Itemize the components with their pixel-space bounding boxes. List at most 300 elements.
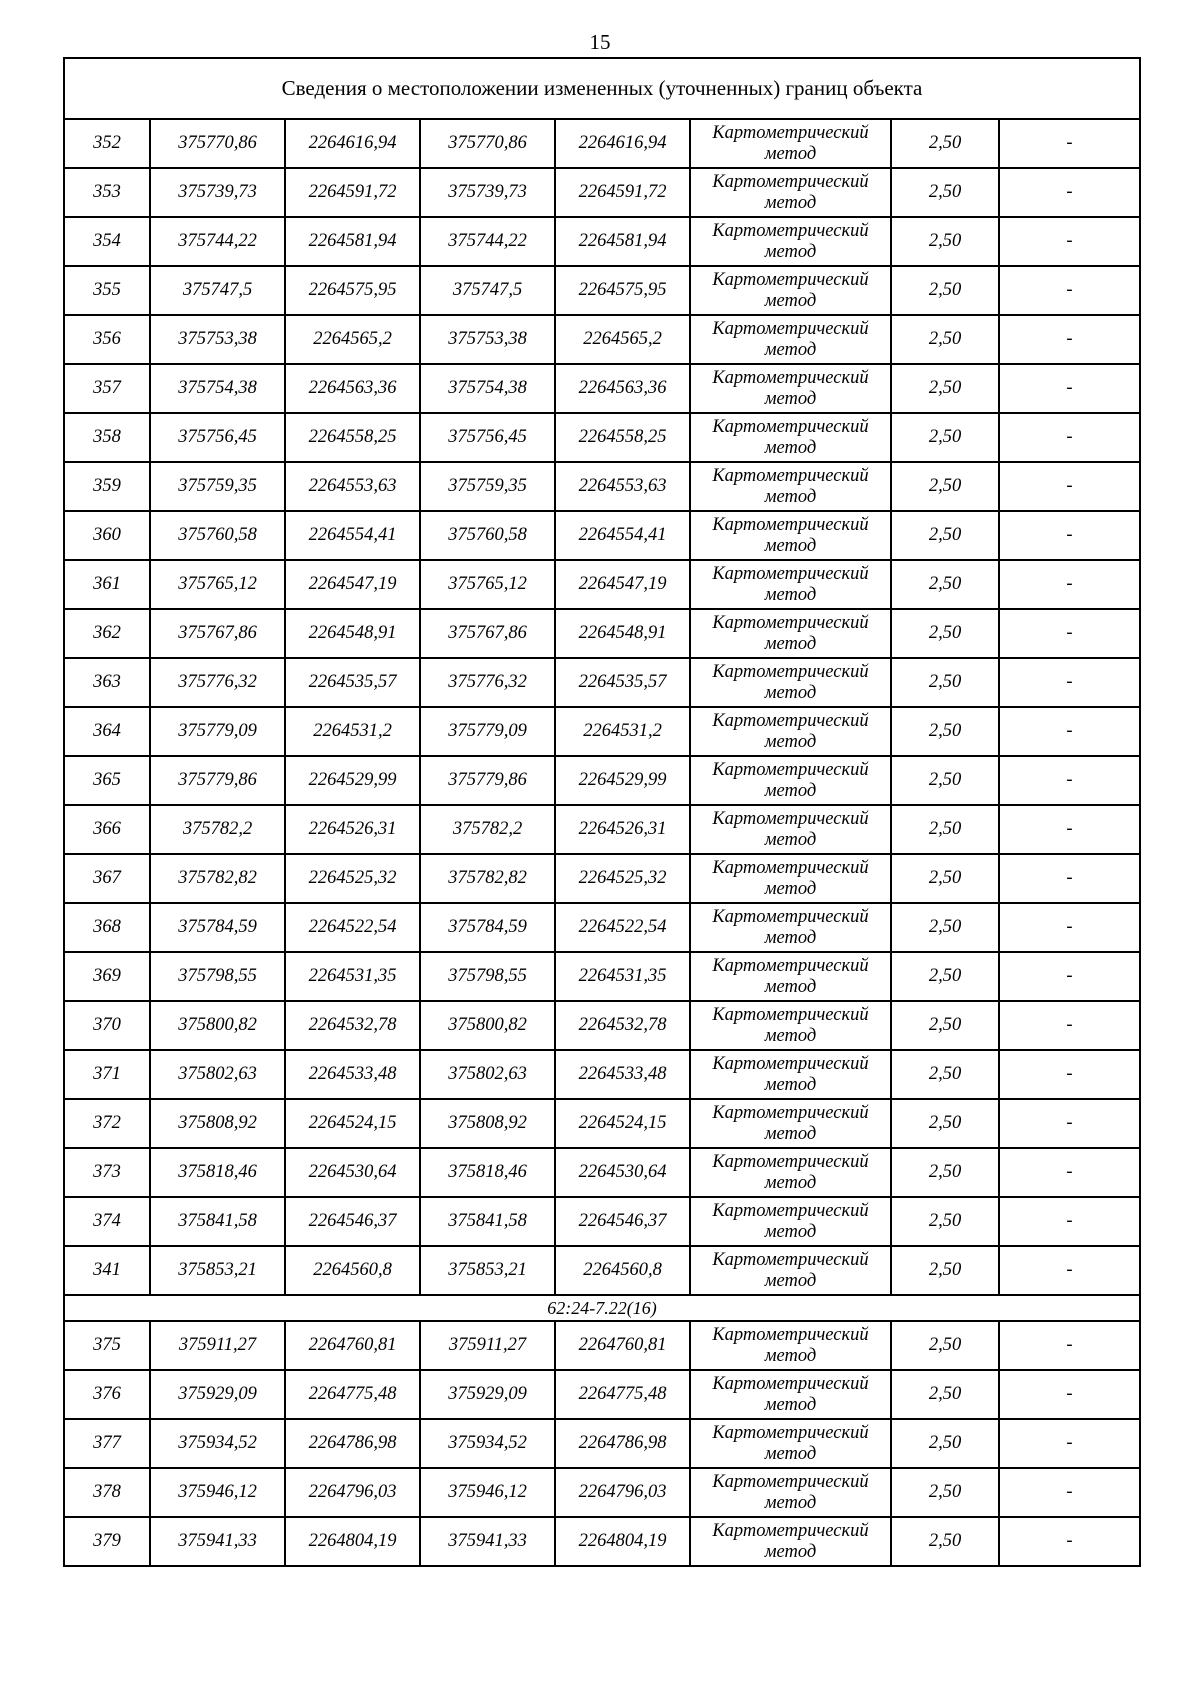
point-number-cell: 374 — [64, 1197, 150, 1246]
table-row — [64, 1197, 1140, 1246]
y-refined-cell: 2264558,25 — [555, 413, 690, 462]
method-text-line: Картометрический — [712, 1422, 869, 1443]
point-number-cell: 371 — [64, 1050, 150, 1099]
x-refined-cell: 375765,12 — [420, 560, 555, 609]
y-refined-cell: 2264775,48 — [555, 1370, 690, 1419]
method-text-line: Картометрический — [712, 1102, 869, 1123]
accuracy-cell: 2,50 — [891, 903, 999, 952]
accuracy-cell: 2,50 — [891, 1370, 999, 1419]
y-existing-cell: 2264546,37 — [285, 1197, 420, 1246]
note-cell: - — [999, 315, 1140, 364]
x-refined-cell: 375911,27 — [420, 1321, 555, 1370]
x-refined-cell: 375929,09 — [420, 1370, 555, 1419]
table-row — [64, 1001, 1140, 1050]
x-refined-cell: 375802,63 — [420, 1050, 555, 1099]
table-row — [64, 413, 1140, 462]
table-row — [64, 854, 1140, 903]
y-refined-cell: 2264565,2 — [555, 315, 690, 364]
y-existing-cell: 2264531,2 — [285, 707, 420, 756]
method-text-line: метод — [764, 731, 817, 752]
accuracy-cell: 2,50 — [891, 1517, 999, 1566]
table-row — [64, 609, 1140, 658]
y-existing-cell: 2264558,25 — [285, 413, 420, 462]
method-text-line: Картометрический — [712, 906, 869, 927]
table-row — [64, 511, 1140, 560]
y-existing-cell: 2264760,81 — [285, 1321, 420, 1370]
table-row — [64, 1050, 1140, 1099]
method-cell — [690, 315, 891, 364]
point-number-cell: 361 — [64, 560, 150, 609]
note-cell: - — [999, 1321, 1140, 1370]
method-text-line: метод — [764, 1443, 817, 1464]
table-row — [64, 658, 1140, 707]
method-cell — [690, 1321, 891, 1370]
y-refined-cell: 2264591,72 — [555, 168, 690, 217]
x-existing-cell: 375929,09 — [150, 1370, 285, 1419]
method-text-line: метод — [764, 290, 817, 311]
method-text-line: Картометрический — [712, 1053, 869, 1074]
x-existing-cell: 375760,58 — [150, 511, 285, 560]
note-cell: - — [999, 168, 1140, 217]
method-cell — [690, 707, 891, 756]
method-text-line: метод — [764, 1074, 817, 1095]
y-refined-cell: 2264531,2 — [555, 707, 690, 756]
method-cell — [690, 1099, 891, 1148]
x-refined-cell: 375798,55 — [420, 952, 555, 1001]
method-cell — [690, 266, 891, 315]
y-refined-cell: 2264526,31 — [555, 805, 690, 854]
accuracy-cell: 2,50 — [891, 1419, 999, 1468]
note-cell: - — [999, 364, 1140, 413]
point-number-cell: 341 — [64, 1246, 150, 1295]
method-cell — [690, 1370, 891, 1419]
y-refined-cell: 2264535,57 — [555, 658, 690, 707]
method-text-line: метод — [764, 388, 817, 409]
method-text-line: метод — [764, 241, 817, 262]
x-refined-cell: 375818,46 — [420, 1148, 555, 1197]
note-cell: - — [999, 462, 1140, 511]
point-number-cell: 368 — [64, 903, 150, 952]
y-refined-cell: 2264760,81 — [555, 1321, 690, 1370]
x-existing-cell: 375818,46 — [150, 1148, 285, 1197]
method-cell — [690, 168, 891, 217]
x-existing-cell: 375798,55 — [150, 952, 285, 1001]
x-existing-cell: 375747,5 — [150, 266, 285, 315]
method-text-line: Картометрический — [712, 122, 869, 143]
accuracy-cell: 2,50 — [891, 315, 999, 364]
y-existing-cell: 2264575,95 — [285, 266, 420, 315]
method-text-line: Картометрический — [712, 1471, 869, 1492]
y-existing-cell: 2264796,03 — [285, 1468, 420, 1517]
method-cell — [690, 854, 891, 903]
table-row — [64, 1370, 1140, 1419]
note-cell: - — [999, 1099, 1140, 1148]
accuracy-cell: 2,50 — [891, 364, 999, 413]
note-cell: - — [999, 1050, 1140, 1099]
method-text-line: метод — [764, 1025, 817, 1046]
table-row — [64, 462, 1140, 511]
note-cell: - — [999, 1370, 1140, 1419]
y-refined-cell: 2264548,91 — [555, 609, 690, 658]
x-existing-cell: 375841,58 — [150, 1197, 285, 1246]
accuracy-cell: 2,50 — [891, 1468, 999, 1517]
note-cell: - — [999, 217, 1140, 266]
table-row — [64, 1148, 1140, 1197]
table-row — [64, 1517, 1140, 1566]
accuracy-cell: 2,50 — [891, 119, 999, 168]
table-row — [64, 1246, 1140, 1295]
y-existing-cell: 2264535,57 — [285, 658, 420, 707]
x-refined-cell: 375808,92 — [420, 1099, 555, 1148]
note-cell: - — [999, 119, 1140, 168]
point-number-cell: 369 — [64, 952, 150, 1001]
x-refined-cell: 375754,38 — [420, 364, 555, 413]
y-existing-cell: 2264530,64 — [285, 1148, 420, 1197]
method-text-line: метод — [764, 535, 817, 556]
table-body — [64, 58, 1140, 1566]
y-refined-cell: 2264563,36 — [555, 364, 690, 413]
x-existing-cell: 375779,09 — [150, 707, 285, 756]
x-existing-cell: 375779,86 — [150, 756, 285, 805]
x-existing-cell: 375802,63 — [150, 1050, 285, 1099]
accuracy-cell: 2,50 — [891, 805, 999, 854]
point-number-cell: 362 — [64, 609, 150, 658]
x-existing-cell: 375853,21 — [150, 1246, 285, 1295]
point-number-cell: 372 — [64, 1099, 150, 1148]
section-label: 62:24-7.22(16) — [64, 1295, 1140, 1321]
y-existing-cell: 2264548,91 — [285, 609, 420, 658]
accuracy-cell: 2,50 — [891, 1197, 999, 1246]
y-refined-cell: 2264533,48 — [555, 1050, 690, 1099]
method-cell — [690, 756, 891, 805]
x-existing-cell: 375946,12 — [150, 1468, 285, 1517]
page-number: 15 — [589, 30, 611, 54]
point-number-cell: 378 — [64, 1468, 150, 1517]
note-cell: - — [999, 756, 1140, 805]
y-refined-cell: 2264553,63 — [555, 462, 690, 511]
point-number-cell: 364 — [64, 707, 150, 756]
note-cell: - — [999, 609, 1140, 658]
point-number-cell: 366 — [64, 805, 150, 854]
y-existing-cell: 2264804,19 — [285, 1517, 420, 1566]
x-refined-cell: 375770,86 — [420, 119, 555, 168]
note-cell: - — [999, 1197, 1140, 1246]
x-refined-cell: 375841,58 — [420, 1197, 555, 1246]
table-title: Сведения о местоположении измененных (уточненных) границ объекта — [64, 58, 1140, 119]
y-existing-cell: 2264775,48 — [285, 1370, 420, 1419]
x-existing-cell: 375934,52 — [150, 1419, 285, 1468]
method-text-line: метод — [764, 780, 817, 801]
table-row — [64, 805, 1140, 854]
method-cell — [690, 217, 891, 266]
y-refined-cell: 2264804,19 — [555, 1517, 690, 1566]
method-text-line: Картометрический — [712, 955, 869, 976]
point-number-cell: 379 — [64, 1517, 150, 1566]
method-text-line: Картометрический — [712, 1324, 869, 1345]
note-cell: - — [999, 707, 1140, 756]
method-text-line: Картометрический — [712, 612, 869, 633]
method-cell — [690, 560, 891, 609]
y-refined-cell: 2264554,41 — [555, 511, 690, 560]
method-cell — [690, 1148, 891, 1197]
x-refined-cell: 375779,09 — [420, 707, 555, 756]
method-cell — [690, 658, 891, 707]
method-cell — [690, 413, 891, 462]
method-text-line: метод — [764, 1172, 817, 1193]
method-cell — [690, 1001, 891, 1050]
point-number-cell: 354 — [64, 217, 150, 266]
point-number-cell: 355 — [64, 266, 150, 315]
note-cell: - — [999, 413, 1140, 462]
x-existing-cell: 375782,82 — [150, 854, 285, 903]
x-existing-cell: 375770,86 — [150, 119, 285, 168]
accuracy-cell: 2,50 — [891, 952, 999, 1001]
y-existing-cell: 2264547,19 — [285, 560, 420, 609]
accuracy-cell: 2,50 — [891, 168, 999, 217]
x-existing-cell: 375767,86 — [150, 609, 285, 658]
accuracy-cell: 2,50 — [891, 1050, 999, 1099]
x-existing-cell: 375756,45 — [150, 413, 285, 462]
point-number-cell: 352 — [64, 119, 150, 168]
method-cell — [690, 1419, 891, 1468]
x-refined-cell: 375776,32 — [420, 658, 555, 707]
x-refined-cell: 375753,38 — [420, 315, 555, 364]
y-existing-cell: 2264581,94 — [285, 217, 420, 266]
note-cell: - — [999, 560, 1140, 609]
table-row — [64, 266, 1140, 315]
x-existing-cell: 375753,38 — [150, 315, 285, 364]
point-number-cell: 357 — [64, 364, 150, 413]
y-refined-cell: 2264532,78 — [555, 1001, 690, 1050]
y-refined-cell: 2264786,98 — [555, 1419, 690, 1468]
table-row — [64, 217, 1140, 266]
point-number-cell: 360 — [64, 511, 150, 560]
method-text-line: Картометрический — [712, 857, 869, 878]
note-cell: - — [999, 1517, 1140, 1566]
method-text-line: Картометрический — [712, 171, 869, 192]
method-text-line: Картометрический — [712, 710, 869, 731]
x-refined-cell: 375756,45 — [420, 413, 555, 462]
method-text-line: метод — [764, 1492, 817, 1513]
table-row — [64, 756, 1140, 805]
accuracy-cell: 2,50 — [891, 413, 999, 462]
method-text-line: метод — [764, 829, 817, 850]
note-cell: - — [999, 952, 1140, 1001]
method-text-line: Картометрический — [712, 416, 869, 437]
table-row — [64, 1468, 1140, 1517]
method-text-line: метод — [764, 437, 817, 458]
x-existing-cell: 375911,27 — [150, 1321, 285, 1370]
point-number-cell: 365 — [64, 756, 150, 805]
y-existing-cell: 2264553,63 — [285, 462, 420, 511]
point-number-cell: 375 — [64, 1321, 150, 1370]
y-refined-cell: 2264524,15 — [555, 1099, 690, 1148]
y-existing-cell: 2264591,72 — [285, 168, 420, 217]
accuracy-cell: 2,50 — [891, 462, 999, 511]
table-row — [64, 952, 1140, 1001]
accuracy-cell: 2,50 — [891, 511, 999, 560]
x-refined-cell: 375760,58 — [420, 511, 555, 560]
method-text-line: Картометрический — [712, 318, 869, 339]
method-text-line: Картометрический — [712, 808, 869, 829]
y-existing-cell: 2264532,78 — [285, 1001, 420, 1050]
point-number-cell: 373 — [64, 1148, 150, 1197]
x-existing-cell: 375800,82 — [150, 1001, 285, 1050]
x-refined-cell: 375739,73 — [420, 168, 555, 217]
method-text-line: метод — [764, 584, 817, 605]
note-cell: - — [999, 1246, 1140, 1295]
method-text-line: Картометрический — [712, 1200, 869, 1221]
x-refined-cell: 375782,82 — [420, 854, 555, 903]
x-existing-cell: 375754,38 — [150, 364, 285, 413]
y-refined-cell: 2264546,37 — [555, 1197, 690, 1246]
method-text-line: метод — [764, 1345, 817, 1366]
x-refined-cell: 375779,86 — [420, 756, 555, 805]
accuracy-cell: 2,50 — [891, 217, 999, 266]
note-cell: - — [999, 658, 1140, 707]
y-refined-cell: 2264531,35 — [555, 952, 690, 1001]
method-cell — [690, 1197, 891, 1246]
method-text-line: Картометрический — [712, 269, 869, 290]
method-text-line: метод — [764, 878, 817, 899]
method-cell — [690, 952, 891, 1001]
note-cell: - — [999, 266, 1140, 315]
method-text-line: метод — [764, 1221, 817, 1242]
section-row — [64, 1295, 1140, 1321]
point-number-cell: 363 — [64, 658, 150, 707]
y-refined-cell: 2264529,99 — [555, 756, 690, 805]
method-text-line: метод — [764, 1123, 817, 1144]
accuracy-cell: 2,50 — [891, 560, 999, 609]
x-refined-cell: 375744,22 — [420, 217, 555, 266]
accuracy-cell: 2,50 — [891, 1321, 999, 1370]
y-refined-cell: 2264581,94 — [555, 217, 690, 266]
method-cell — [690, 1468, 891, 1517]
method-text-line: Картометрический — [712, 514, 869, 535]
table-row — [64, 1419, 1140, 1468]
accuracy-cell: 2,50 — [891, 1246, 999, 1295]
method-text-line: метод — [764, 486, 817, 507]
method-cell — [690, 119, 891, 168]
method-cell — [690, 1050, 891, 1099]
note-cell: - — [999, 1468, 1140, 1517]
table-row — [64, 1099, 1140, 1148]
y-existing-cell: 2264560,8 — [285, 1246, 420, 1295]
y-refined-cell: 2264525,32 — [555, 854, 690, 903]
x-existing-cell: 375759,35 — [150, 462, 285, 511]
x-existing-cell: 375776,32 — [150, 658, 285, 707]
x-refined-cell: 375941,33 — [420, 1517, 555, 1566]
y-existing-cell: 2264531,35 — [285, 952, 420, 1001]
point-number-cell: 353 — [64, 168, 150, 217]
method-text-line: Картометрический — [712, 563, 869, 584]
y-existing-cell: 2264529,99 — [285, 756, 420, 805]
point-number-cell: 356 — [64, 315, 150, 364]
y-existing-cell: 2264616,94 — [285, 119, 420, 168]
table-row — [64, 707, 1140, 756]
x-refined-cell: 375784,59 — [420, 903, 555, 952]
y-refined-cell: 2264547,19 — [555, 560, 690, 609]
table-row — [64, 903, 1140, 952]
note-cell: - — [999, 805, 1140, 854]
table-row — [64, 1321, 1140, 1370]
y-existing-cell: 2264565,2 — [285, 315, 420, 364]
y-existing-cell: 2264524,15 — [285, 1099, 420, 1148]
point-number-cell: 370 — [64, 1001, 150, 1050]
point-number-cell: 376 — [64, 1370, 150, 1419]
x-existing-cell: 375739,73 — [150, 168, 285, 217]
method-text-line: Картометрический — [712, 220, 869, 241]
y-refined-cell: 2264616,94 — [555, 119, 690, 168]
table-row — [64, 315, 1140, 364]
method-text-line: метод — [764, 1394, 817, 1415]
x-refined-cell: 375853,21 — [420, 1246, 555, 1295]
method-cell — [690, 609, 891, 658]
x-existing-cell: 375941,33 — [150, 1517, 285, 1566]
y-existing-cell: 2264526,31 — [285, 805, 420, 854]
y-refined-cell: 2264522,54 — [555, 903, 690, 952]
accuracy-cell: 2,50 — [891, 266, 999, 315]
note-cell: - — [999, 854, 1140, 903]
y-refined-cell: 2264575,95 — [555, 266, 690, 315]
method-text-line: Картометрический — [712, 1373, 869, 1394]
method-text-line: метод — [764, 976, 817, 997]
note-cell: - — [999, 1001, 1140, 1050]
point-number-cell: 359 — [64, 462, 150, 511]
point-number-cell: 367 — [64, 854, 150, 903]
note-cell: - — [999, 1148, 1140, 1197]
method-text-line: Картометрический — [712, 1004, 869, 1025]
method-text-line: метод — [764, 682, 817, 703]
accuracy-cell: 2,50 — [891, 854, 999, 903]
table-title-row — [64, 58, 1140, 119]
method-text-line: Картометрический — [712, 367, 869, 388]
y-existing-cell: 2264533,48 — [285, 1050, 420, 1099]
y-existing-cell: 2264525,32 — [285, 854, 420, 903]
boundary-coordinates-table — [63, 57, 1141, 1567]
x-refined-cell: 375800,82 — [420, 1001, 555, 1050]
method-cell — [690, 511, 891, 560]
accuracy-cell: 2,50 — [891, 1001, 999, 1050]
accuracy-cell: 2,50 — [891, 756, 999, 805]
y-refined-cell: 2264560,8 — [555, 1246, 690, 1295]
x-refined-cell: 375767,86 — [420, 609, 555, 658]
x-refined-cell: 375747,5 — [420, 266, 555, 315]
method-text-line: Картометрический — [712, 1249, 869, 1270]
point-number-cell: 358 — [64, 413, 150, 462]
x-refined-cell: 375946,12 — [420, 1468, 555, 1517]
x-existing-cell: 375744,22 — [150, 217, 285, 266]
x-refined-cell: 375759,35 — [420, 462, 555, 511]
x-refined-cell: 375782,2 — [420, 805, 555, 854]
method-cell — [690, 364, 891, 413]
method-cell — [690, 462, 891, 511]
accuracy-cell: 2,50 — [891, 707, 999, 756]
point-number-cell: 377 — [64, 1419, 150, 1468]
note-cell: - — [999, 1419, 1140, 1468]
table-row — [64, 119, 1140, 168]
method-cell — [690, 1246, 891, 1295]
y-refined-cell: 2264530,64 — [555, 1148, 690, 1197]
method-text-line: метод — [764, 192, 817, 213]
accuracy-cell: 2,50 — [891, 1148, 999, 1197]
method-text-line: метод — [764, 927, 817, 948]
method-text-line: Картометрический — [712, 1520, 869, 1541]
table-row — [64, 560, 1140, 609]
accuracy-cell: 2,50 — [891, 658, 999, 707]
method-cell — [690, 903, 891, 952]
note-cell: - — [999, 903, 1140, 952]
